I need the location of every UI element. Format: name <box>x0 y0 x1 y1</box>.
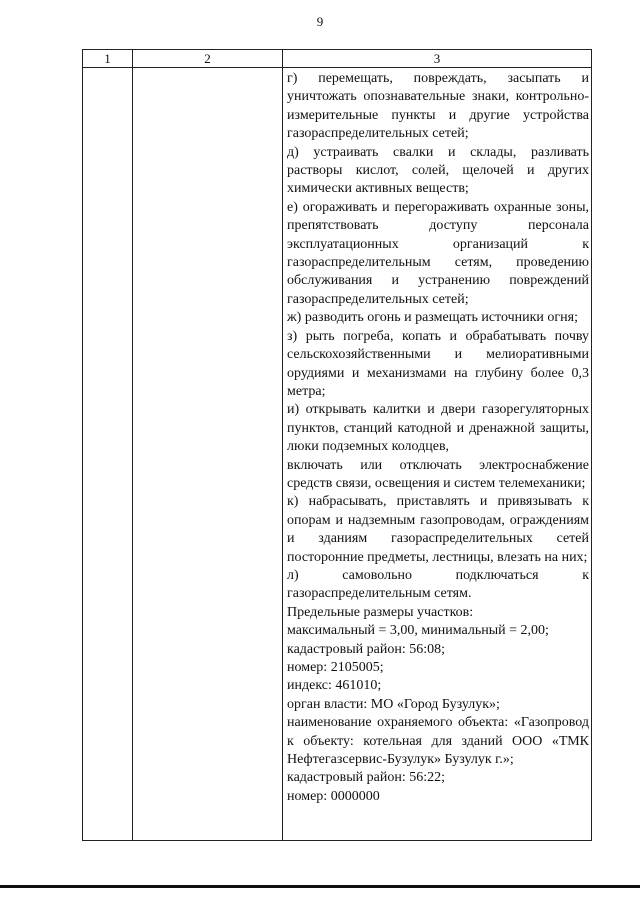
table-header-row <box>83 50 592 68</box>
size-limits-heading: Предельные размеры участков: <box>287 604 474 620</box>
size-limits-values: максимальный = 3,00, минимальный = 2,00; <box>287 623 549 639</box>
cell-col-2 <box>133 68 283 841</box>
restrictions-text <box>283 68 591 806</box>
cell-col-3 <box>283 68 592 841</box>
bottom-rule <box>0 885 640 888</box>
paragraph-e: е) огораживать и перегораживать охранные зоны, препятствовать доступу персонала эксплуатационных организаций к газораспределительным сетям, проведению обслуживания и устранению повреждений газораспределительных сетей; <box>287 199 589 307</box>
document-table <box>82 49 592 841</box>
cadastral-district-1: кадастровый район: 56:08; <box>287 641 446 657</box>
number-1: номер: 2105005; <box>287 660 384 675</box>
table-row <box>83 68 592 841</box>
paragraph-g: г) перемещать, повреждать, засыпать и уничтожать опознавательные знаки, контрольно-измерительные пункты и другие устройства газораспределительных сетей; <box>287 71 589 142</box>
paragraph-d: д) устраивать свалки и склады, разливать растворы кислот, солей, щелочей и других химически активных веществ; <box>287 144 589 197</box>
cadastral-district-2: кадастровый район: 56:22; <box>287 770 446 786</box>
paragraph-zh: ж) разводить огонь и размещать источники огня; <box>287 310 578 326</box>
postal-index: индекс: 461010; <box>287 678 382 694</box>
column-header-1: 1 <box>83 50 133 68</box>
cell-col-1 <box>83 68 133 841</box>
column-header-2: 2 <box>133 50 283 68</box>
paragraph-l: л) самовольно подключаться к газораспределительным сетям. <box>287 567 589 602</box>
paragraph-k: к) набрасывать, приставлять и привязывать к опорам и надземным газопроводам, ограждениям и зданиям газораспределительных сетей посторонние предметы, лестницы, влезать на них; <box>287 494 589 565</box>
paragraph-i-cont: включать или отключать электроснабжение средств связи, освещения и систем телемеханики; <box>287 457 589 491</box>
paragraph-z: з) рыть погреба, копать и обрабатывать почву сельскохозяйственными и мелиоративными орудиями и механизмами на глубину более 0,3 метра; <box>287 328 589 399</box>
paragraph-i: и) открывать калитки и двери газорегуляторных пунктов, станций катодной и дренажной защиты, люки подземных колодцев, <box>287 402 589 455</box>
authority: орган власти: МО «Город Бузулук»; <box>287 696 500 712</box>
number-2: номер: 0000000 <box>287 788 380 804</box>
protected-object-name: наименование охраняемого объекта: «Газопровод к объекту: котельная для зданий ООО «ТМК Нефтегазсервис-Бузулук» Бузулук г.»; <box>287 715 589 768</box>
page-number: 9 <box>316 14 324 29</box>
column-header-3: 3 <box>283 50 592 68</box>
